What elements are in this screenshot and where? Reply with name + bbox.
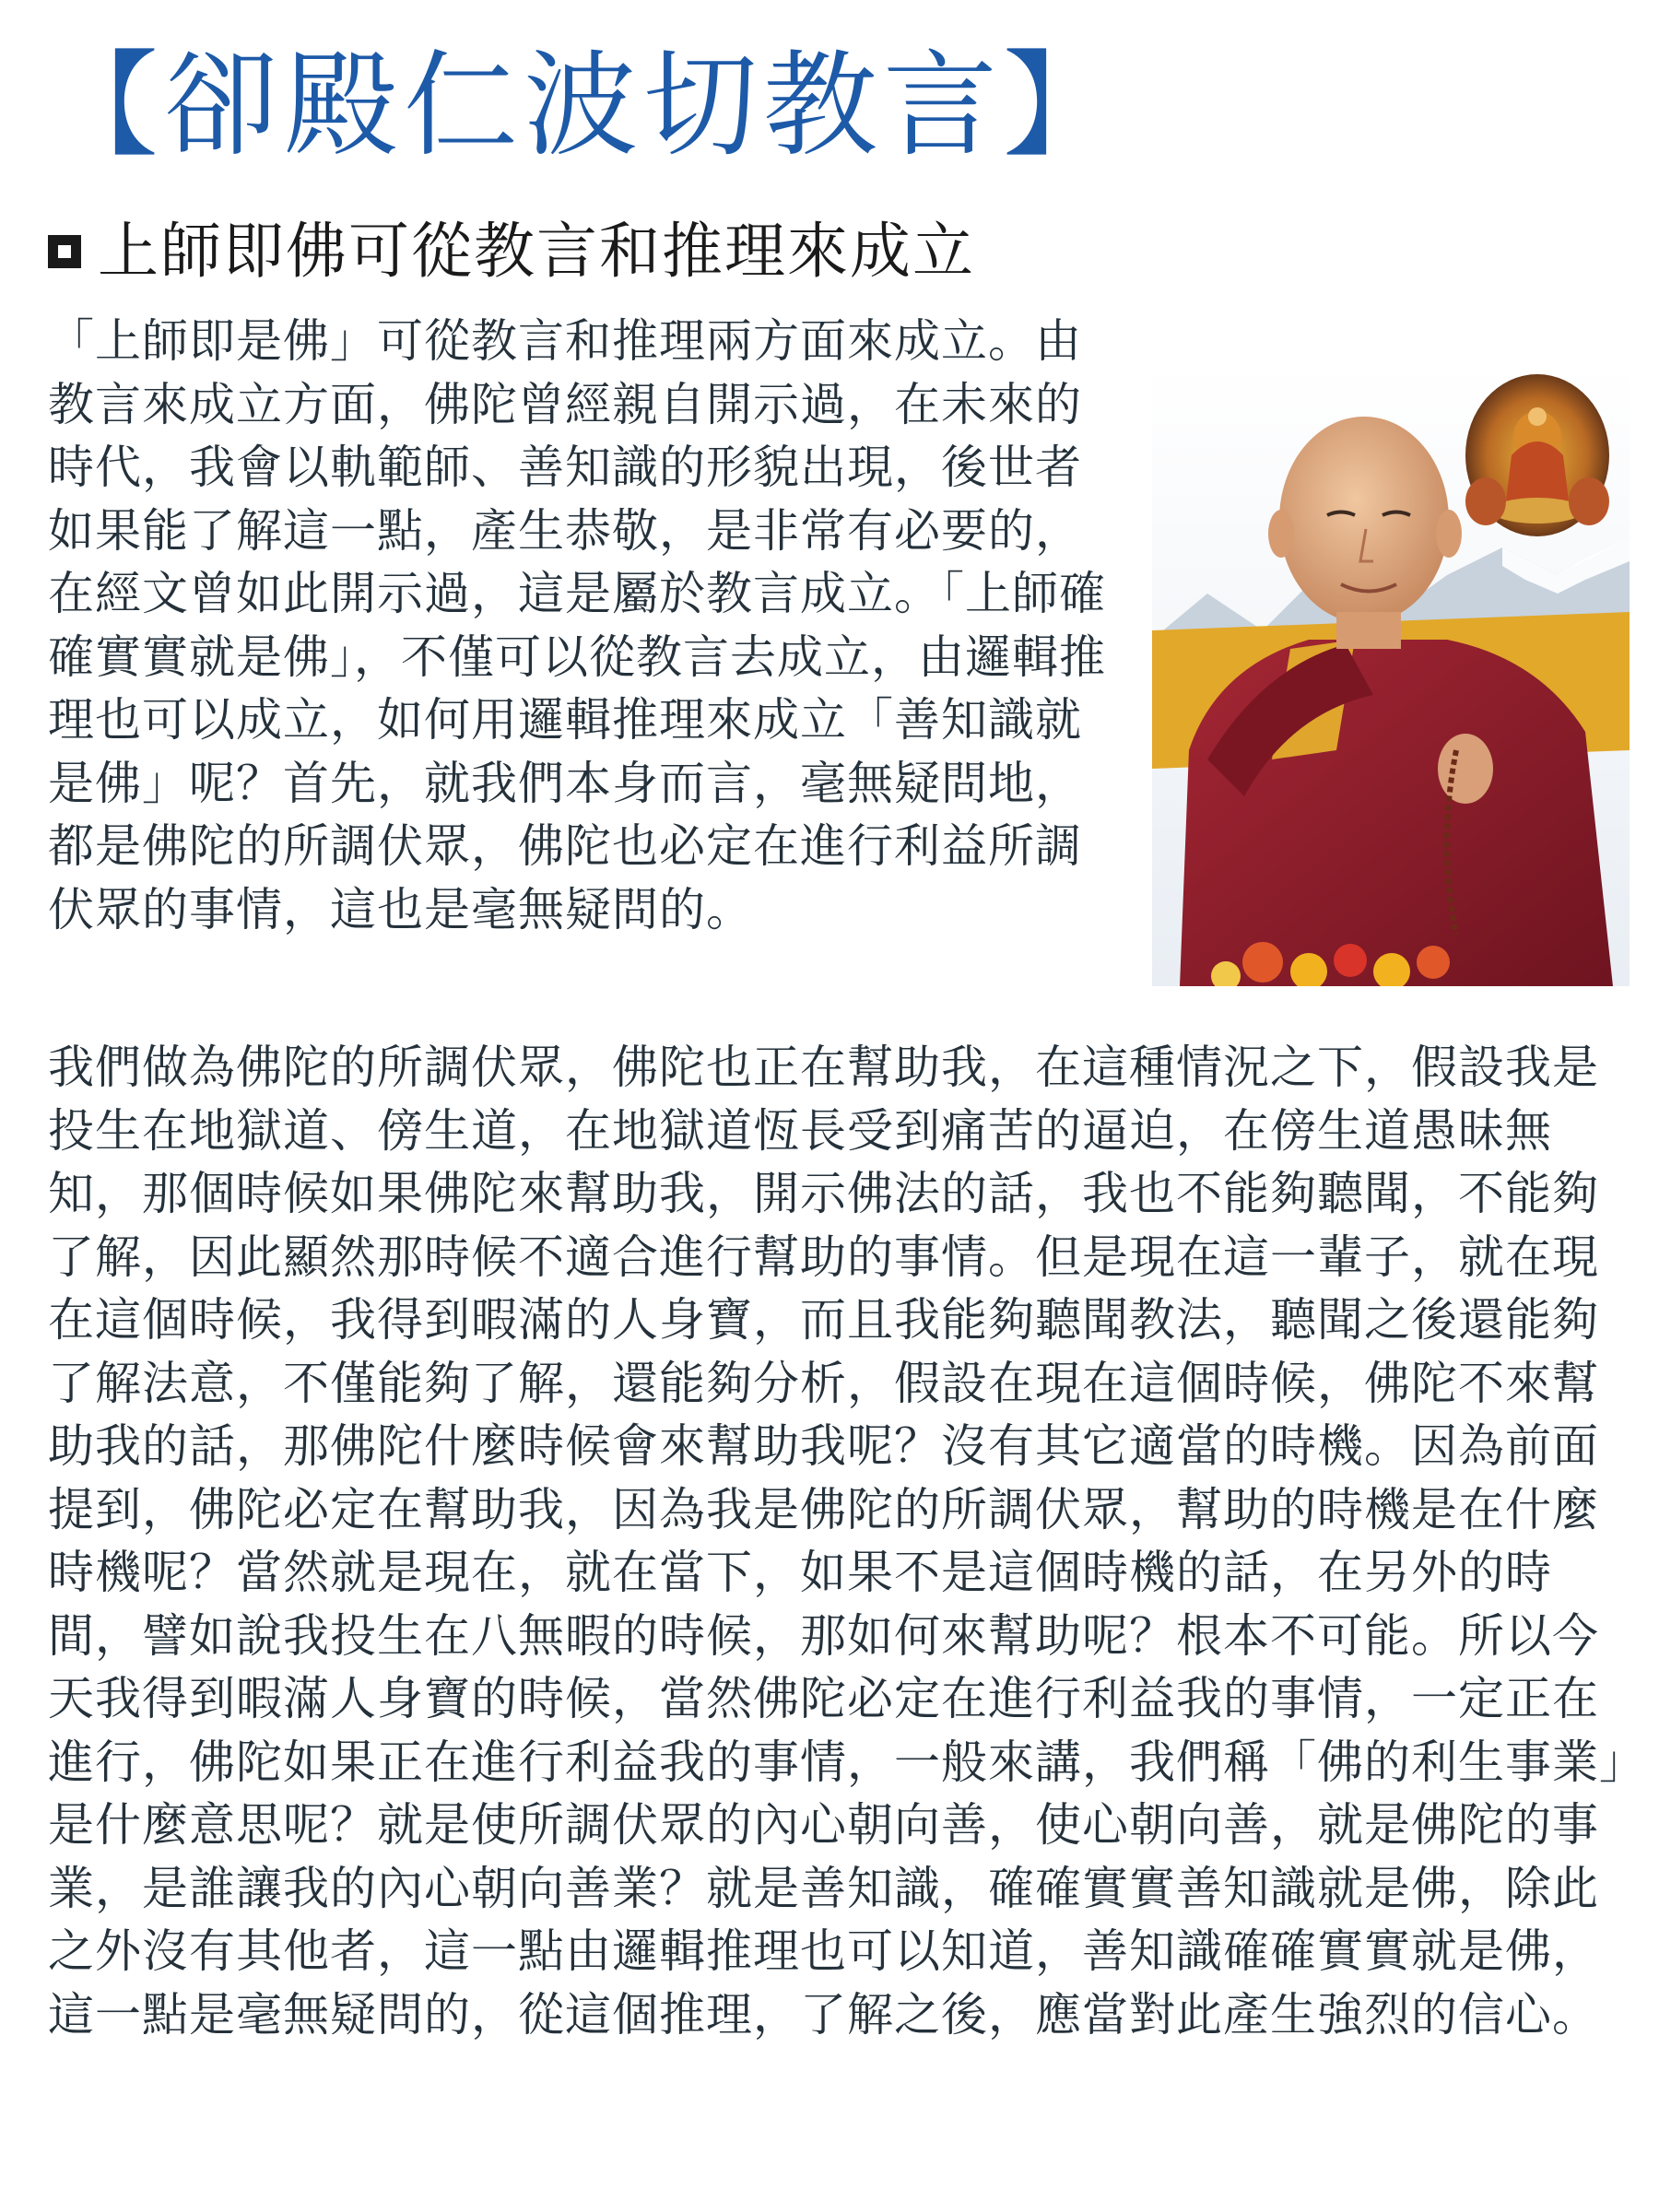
thangka-painting-icon xyxy=(1465,374,1609,536)
section-heading-text: 上師即佛可從教言和推理來成立 xyxy=(98,216,975,287)
hand-with-beads xyxy=(1438,734,1493,804)
body-paragraph-2: 我們做為佛陀的所調伏眾，佛陀也正在幫助我，在這種情況之下，假設我是投生在地獄道、傍生道，在地獄道恆長受到痛苦的逼迫，在傍生道愚昧無知，那個時候如果佛陀來幫助我，開示佛法的話，我也不能夠聽聞，不能夠了解，因此顯然那時候不適合進行幫助的事情。但是現在這一輩子，就在現在這個時候，我得到暇滿的人身寶，而且我能夠聽聞教法，聽聞之後還能夠了解法意，不僅能夠了解，還能夠分析，假設在現在這個時候，佛陀不來幫助我的話，那佛陀什麼時候會來幫助我呢？沒有其它適當的時機。因為前面提到，佛陀必定在幫助我，因為我是佛陀的所調伏眾，幫助的時機是在什麼時機呢？當然就是現在，就在當下，如果不是這個時機的話，在另外的時間，譬如說我投生在八無暇的時候，那如何來幫助呢？根本不可能。所以今天我得到暇滿人身寶的時候，當然佛陀必定在進行利益我的事情，一定正在進行，佛陀如果正在進行利益我的事情，一般來講，我們稱「佛的利生事業」是什麼意思呢？就是使所調伏眾的內心朝向善，使心朝向善，就是佛陀的事業，是誰讓我的內心朝向善業？就是善知識，確確實實善知識就是佛，除此之外沒有其他者，這一點由邏輯推理也可以知道，善知識確確實實就是佛，這一點是毫無疑問的，從這個推理，了解之後，應當對此產生強烈的信心。 xyxy=(48,1041,1623,2041)
square-bullet-icon xyxy=(48,235,81,268)
page-title: 【卻殿仁波切教言】 xyxy=(44,40,1124,172)
monk-portrait-photo xyxy=(1152,363,1630,986)
body-paragraph-1: 「上師即是佛」可從教言和推理兩方面來成立。由教言來成立方面，佛陀曾經親自開示過，在未來的時代，我會以軌範師、善知識的形貌出現，後世者如果能了解這一點，產生恭敬，是非常有必要的，在經文曾如此開示過，這是屬於教言成立。「上師確確實實就是佛」，不僅可以從教言去成立，由邏輯推理也可以成立，如何用邏輯推理來成立「善知識就是佛」呢？首先，就我們本身而言，毫無疑問地，都是佛陀的所調伏眾，佛陀也必定在進行利益所調伏眾的事情，這也是毫無疑問的。 xyxy=(48,314,1106,936)
section-heading xyxy=(48,210,1615,293)
maroon-robe xyxy=(1180,640,1613,986)
